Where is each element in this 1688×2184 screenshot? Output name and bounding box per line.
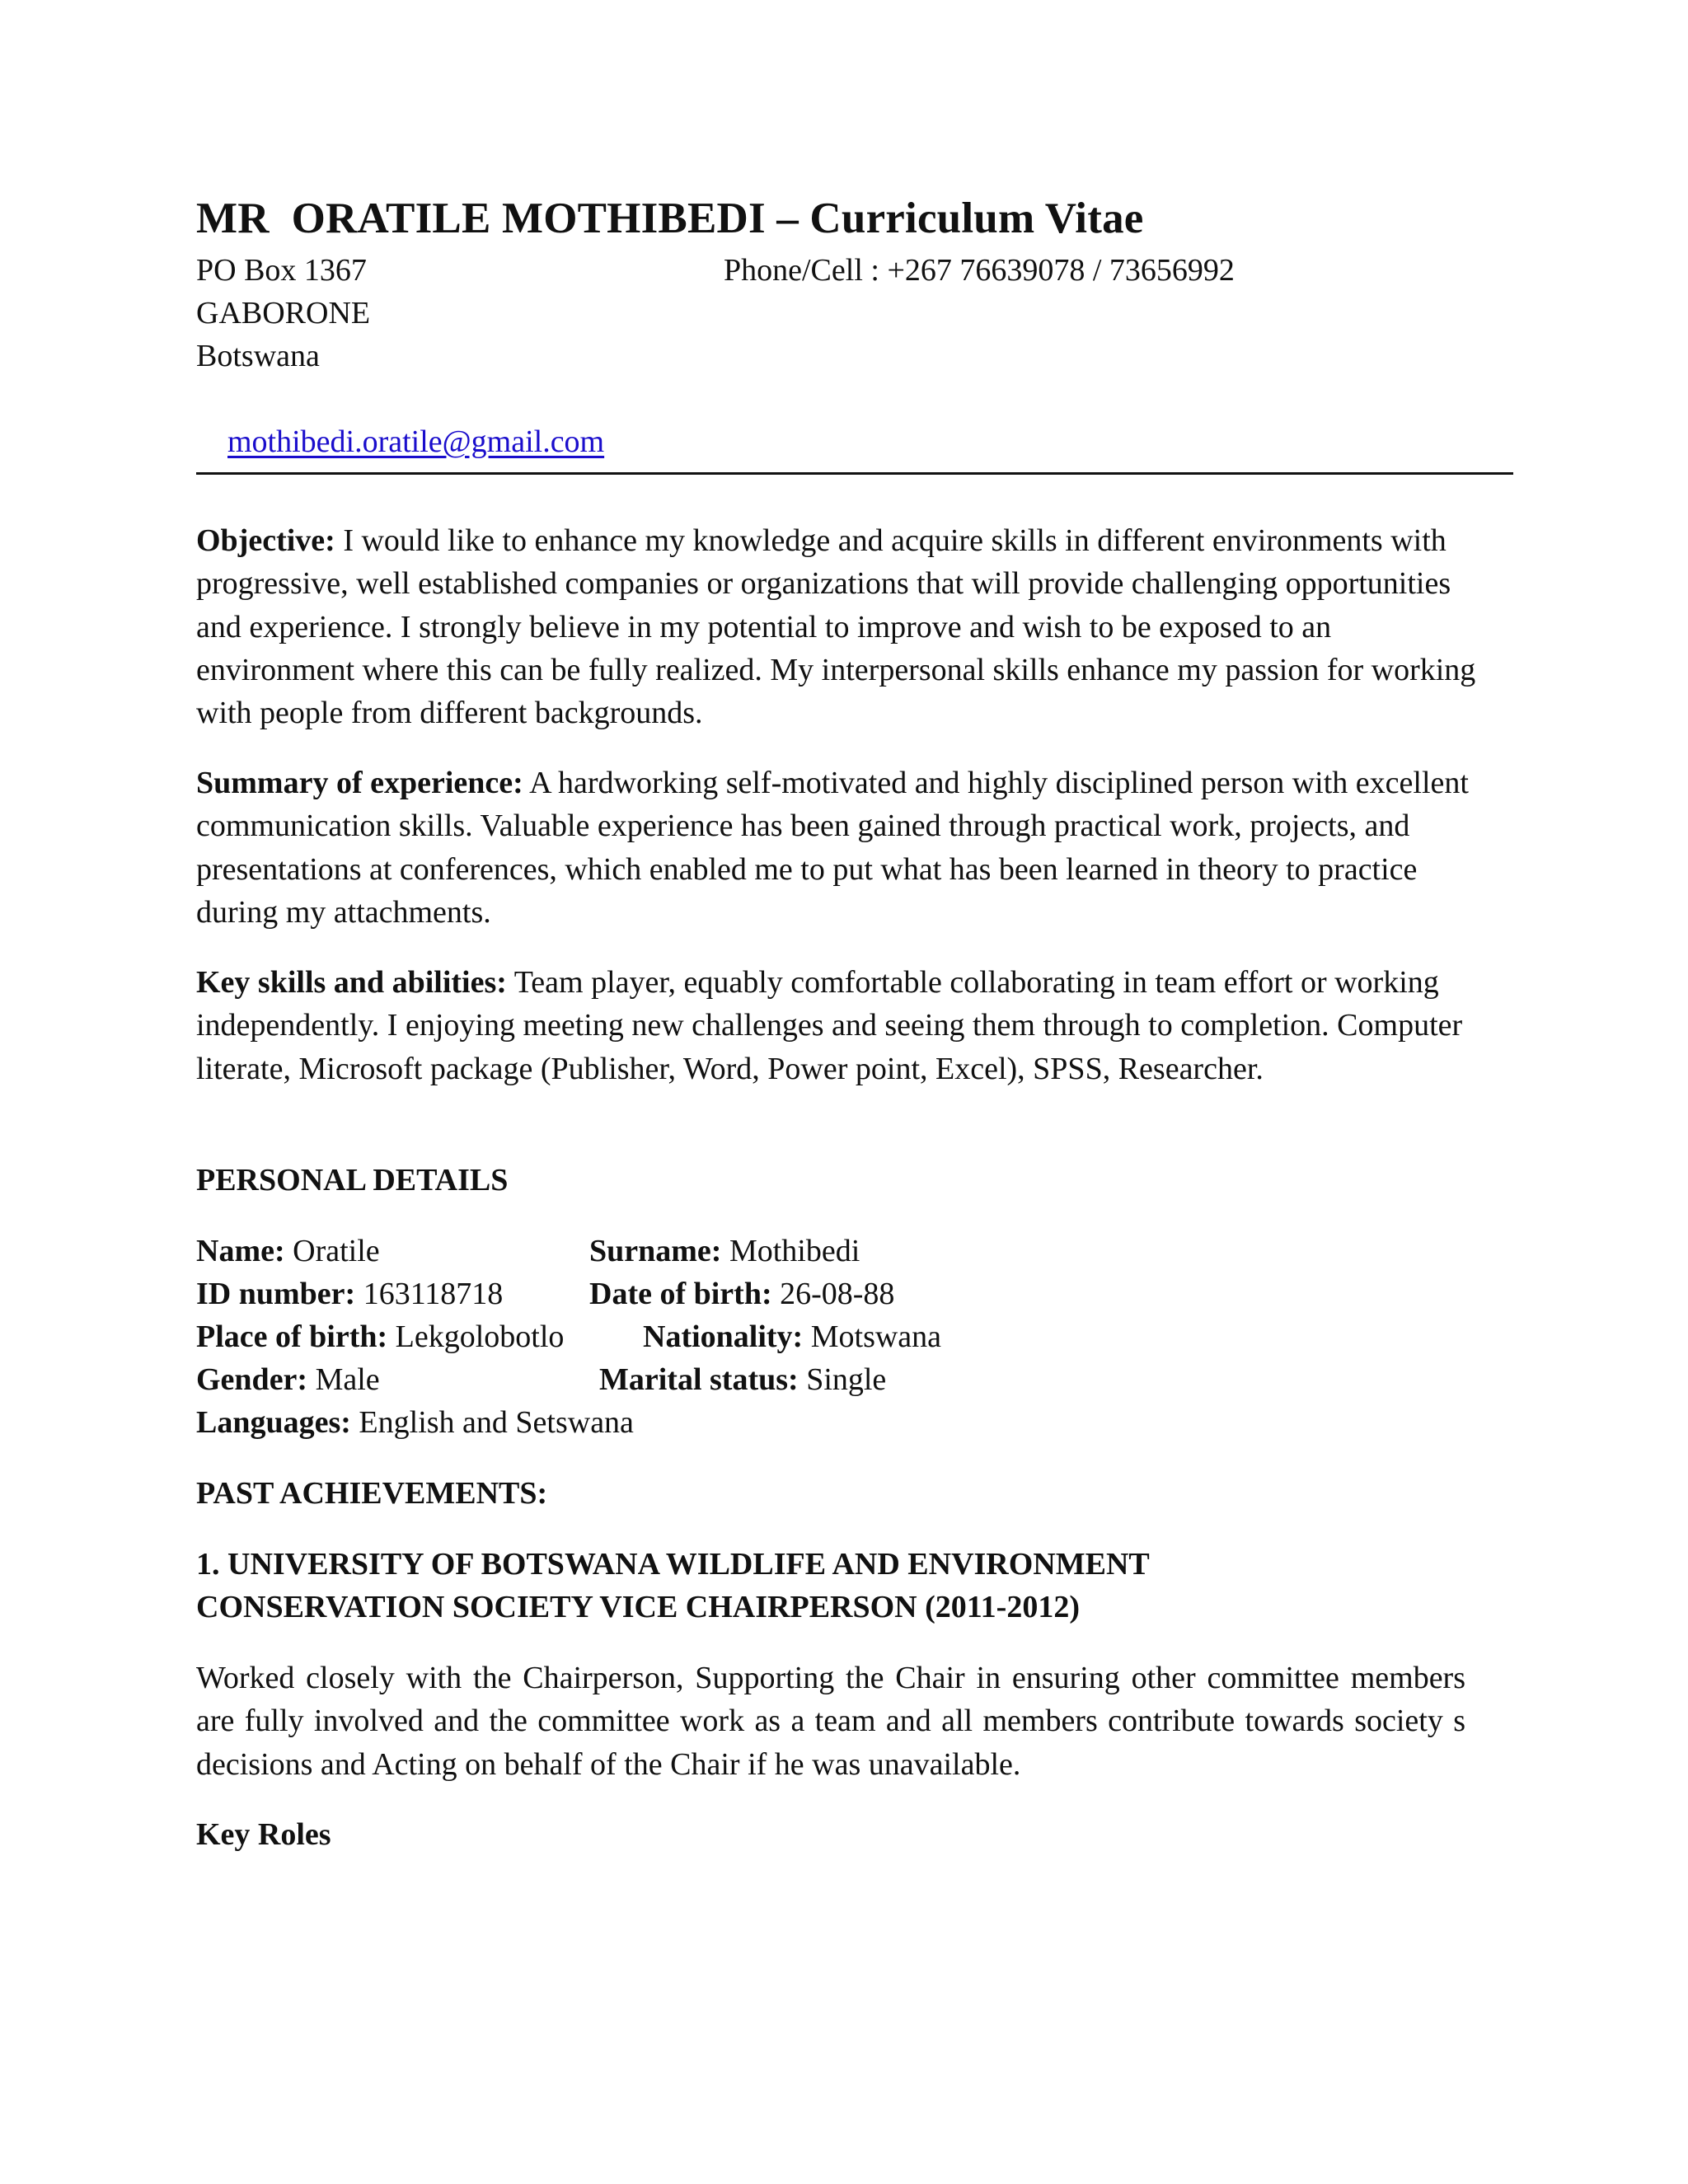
languages-value: English and Setswana [350,1405,634,1440]
skills-text: Team player, equably comfortable collaborating in team effort or working independently. I enjoying meeting new challenges and seeing them through to completion. Computer literate, Microsoft package (Publisher, Word, Power point, Excel), SPSS, Researcher. [196,965,1463,1086]
name-value: Oratile [284,1234,380,1268]
gender-value: Male [307,1362,380,1397]
date-of-birth-label: Date of birth: [589,1277,772,1311]
summary-label: Summary of experience: [196,766,523,800]
summary-text: A hardworking self-motivated and highly disciplined person with excellent communication skills. Valuable experience has been gained through practical work, projects, and presentations at conferences, which enabled me to put what has been learned in theory to practice during my attachments. [196,766,1469,930]
cv-title: MR ORATILE MOTHIBEDI – Curriculum Vitae [196,194,1144,242]
objective-section [196,519,1482,734]
objective-text: I would like to enhance my knowledge and acquire skills in different environments with progressive, well established companies or organizations that will provide challenging opportunities and experience. I strongly believe in my potential to improve and wish to be exposed to an environment where this can be fully realized. My interpersonal skills enhance my passion for working with people from different backgrounds. [196,523,1476,731]
name-label: Name: [196,1234,285,1268]
gender-label: Gender: [196,1362,308,1397]
id-number-label: ID number: [196,1277,356,1311]
skills-section [196,961,1482,1090]
achievement-title-line2: CONSERVATION SOCIETY VICE CHAIRPERSON (2011-2012) [196,1590,1080,1624]
address-city: GABORONE [196,296,371,330]
achievement-title-line1: 1. UNIVERSITY OF BOTSWANA WILDLIFE AND ENVIRONMENT [196,1547,1150,1582]
nationality-value: Motswana [803,1319,942,1354]
nationality-label: Nationality: [643,1319,804,1354]
date-of-birth-field [589,1272,894,1315]
personal-details-heading: PERSONAL DETAILS [196,1163,509,1197]
place-of-birth-value: Lekgolobotlo [387,1319,565,1354]
address-po-box: PO Box 1367 [196,253,367,288]
gender-field [196,1358,380,1401]
id-number-field [196,1272,503,1315]
nationality-field [643,1315,941,1358]
languages-field [196,1401,634,1444]
achievement-description: Worked closely with the Chairperson, Supporting the Chair in ensuring other committee members are fully involved and the committee work as a team and all members contribute towards society s decisions and Acting on behalf of the Chair if he was unavailable. [196,1661,1465,1782]
marital-status-value: Single [798,1362,887,1397]
skills-label: Key skills and abilities: [196,965,507,1000]
email-link[interactable]: mothibedi.oratile@gmail.com [227,424,605,459]
surname-value: Mothibedi [721,1234,860,1268]
languages-label: Languages: [196,1405,351,1440]
date-of-birth-value: 26-08-88 [771,1277,895,1311]
objective-label: Objective: [196,523,335,558]
summary-section [196,762,1482,934]
header-divider [196,472,1513,475]
surname-field [589,1230,860,1272]
name-field [196,1230,380,1272]
place-of-birth-field [196,1315,564,1358]
email-line [196,377,604,506]
phone-numbers: Phone/Cell : +267 76639078 / 73656992 [724,253,1235,288]
marital-status-field [599,1358,886,1401]
key-roles-heading: Key Roles [196,1817,331,1852]
place-of-birth-label: Place of birth: [196,1319,388,1354]
id-number-value: 163118718 [355,1277,504,1311]
marital-status-label: Marital status: [599,1362,799,1397]
past-achievements-heading: PAST ACHIEVEMENTS: [196,1476,548,1511]
surname-label: Surname: [589,1234,722,1268]
address-country: Botswana [196,339,320,373]
